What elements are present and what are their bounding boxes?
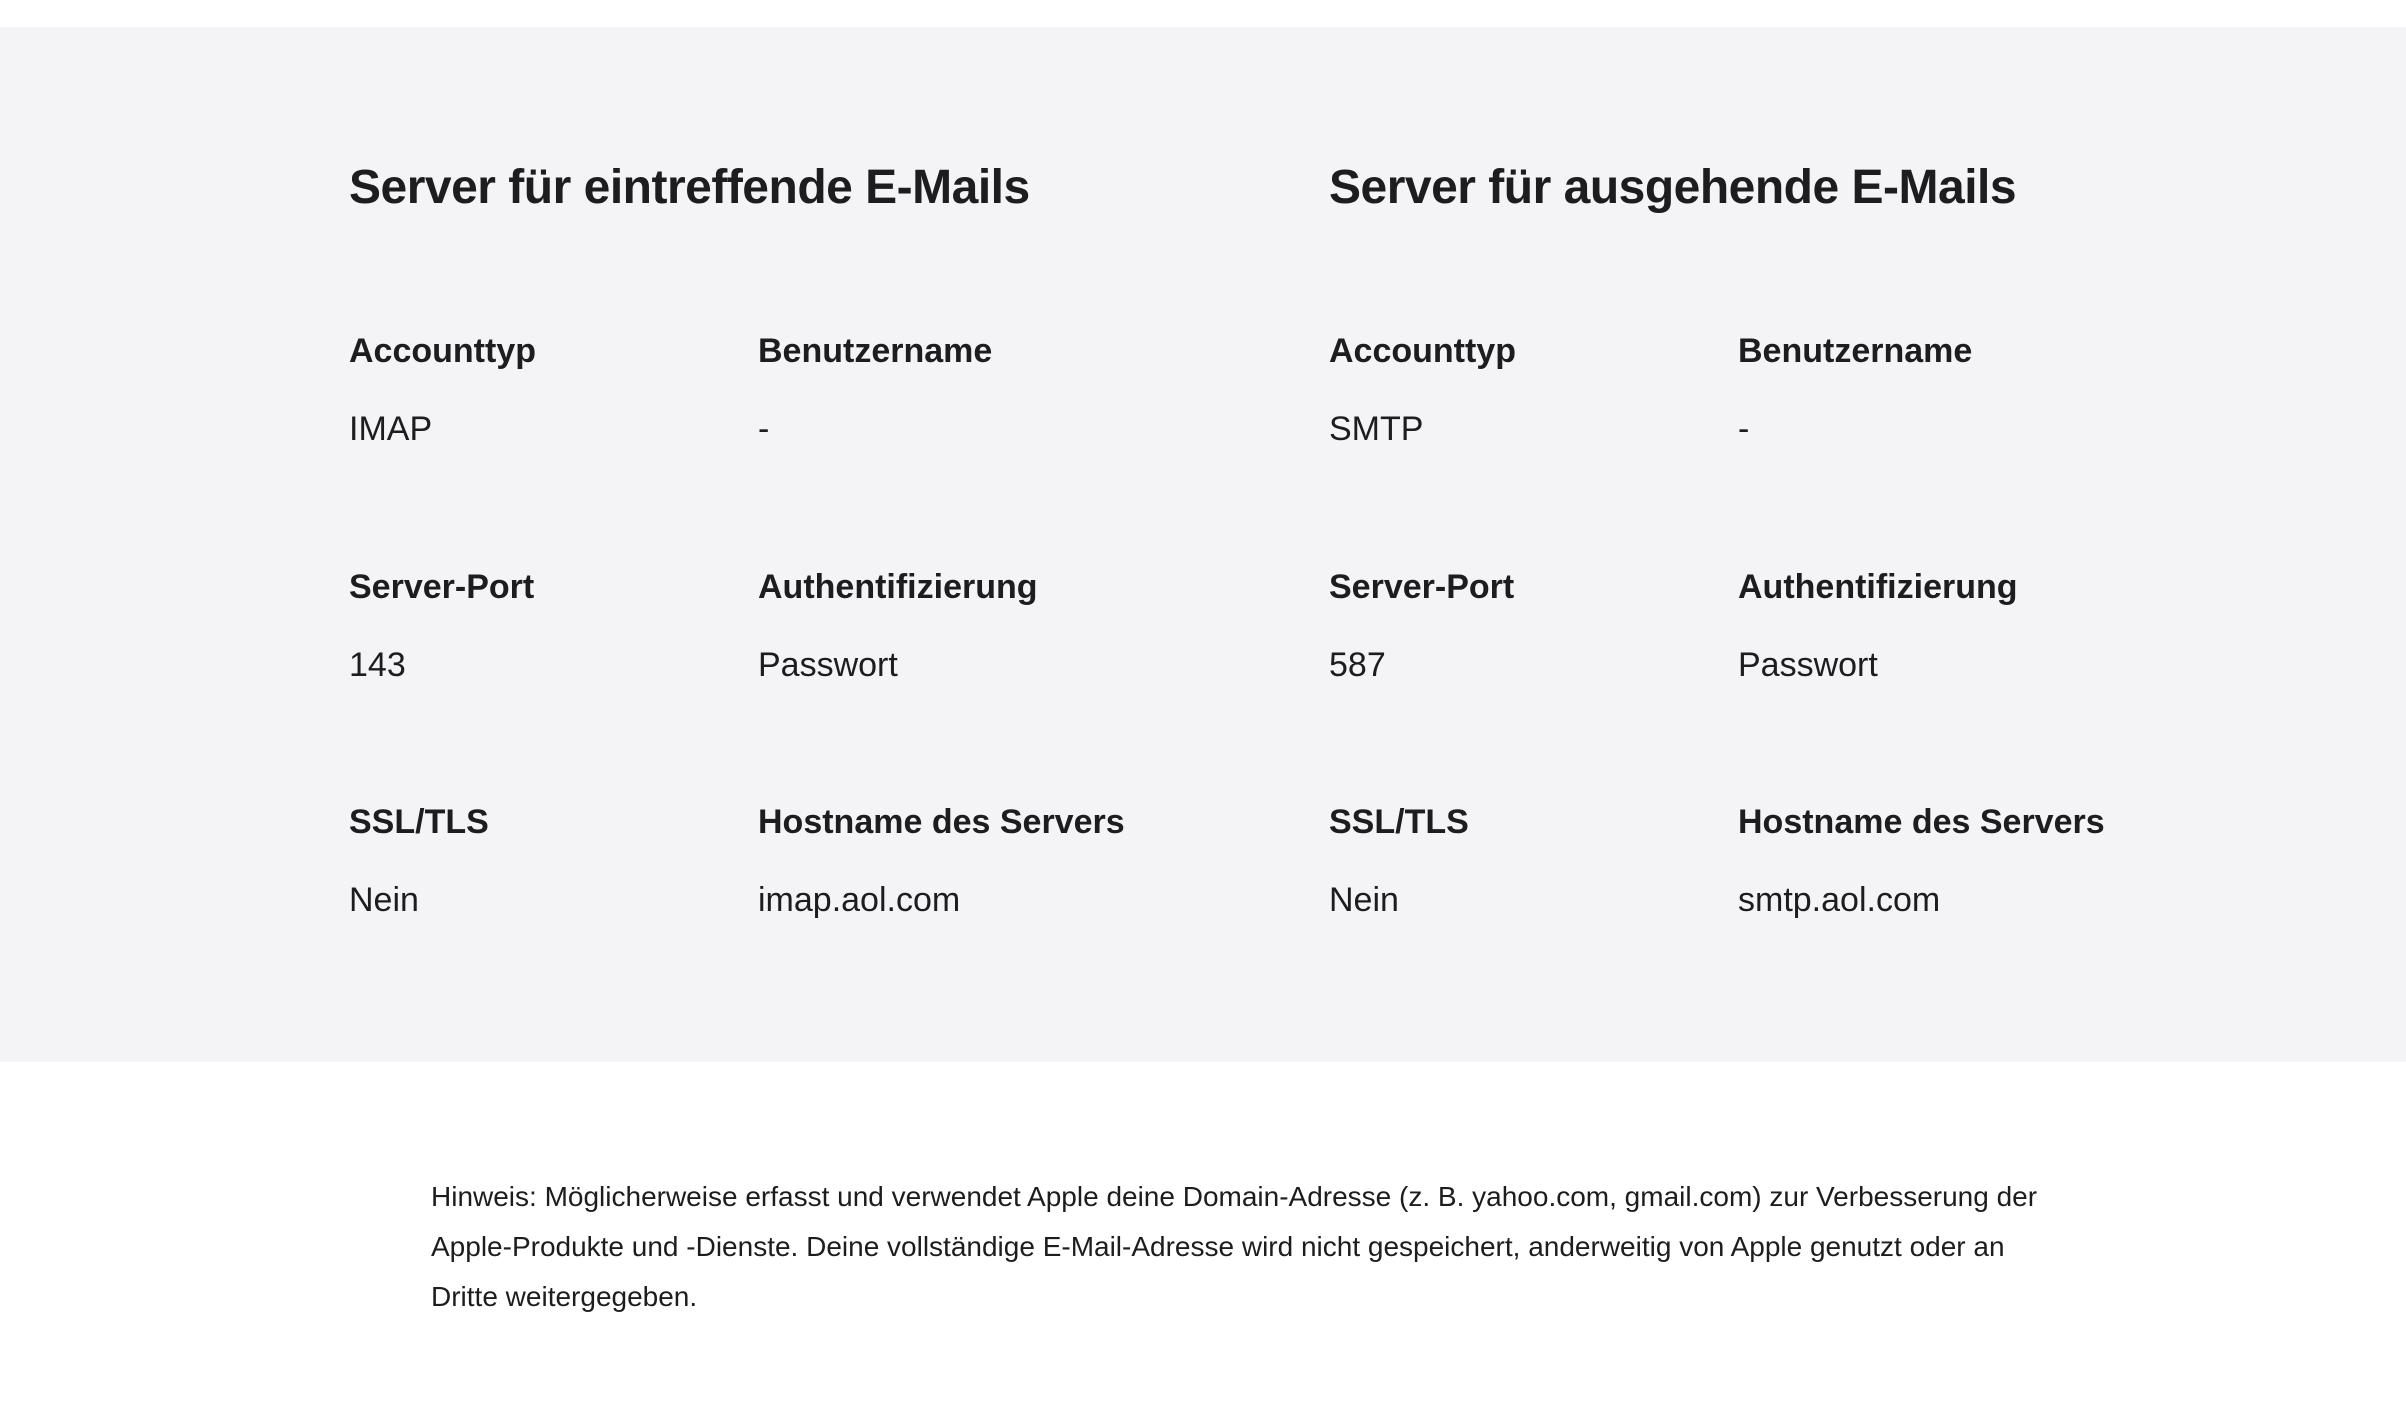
incoming-port-label: Server-Port xyxy=(349,568,535,606)
mail-server-settings-panel xyxy=(0,27,2406,1062)
incoming-hostname-label: Hostname des Servers xyxy=(758,803,1125,841)
outgoing-auth-value: Passwort xyxy=(1738,646,1878,684)
privacy-note: Hinweis: Möglicherweise erfasst und verwendet Apple deine Domain-Adresse (z. B. yahoo.com, gmail.com) zur Verbesserung der Apple-Produkte und -Dienste. Deine vollständige E-Mail-Adresse wird nicht gespeichert, anderweitig von Apple genutzt oder an Dritte weitergegeben. xyxy=(431,1181,2038,1312)
outgoing-ssl-label: SSL/TLS xyxy=(1329,803,1469,841)
incoming-username-value: - xyxy=(758,410,770,448)
incoming-auth-value: Passwort xyxy=(758,646,898,684)
outgoing-port-value: 587 xyxy=(1329,646,1386,684)
outgoing-username-label: Benutzername xyxy=(1738,332,1973,370)
incoming-account-type-value: IMAP xyxy=(349,410,433,448)
outgoing-account-type-value: SMTP xyxy=(1329,410,1424,448)
outgoing-username-value: - xyxy=(1738,410,1750,448)
incoming-ssl-value: Nein xyxy=(349,881,419,919)
outgoing-ssl-value: Nein xyxy=(1329,881,1399,919)
incoming-account-type-label: Accounttyp xyxy=(349,332,536,370)
incoming-server-title: Server für eintreffende E-Mails xyxy=(349,161,1030,214)
incoming-hostname-value: imap.aol.com xyxy=(758,881,961,919)
incoming-ssl-label: SSL/TLS xyxy=(349,803,489,841)
outgoing-port-label: Server-Port xyxy=(1329,568,1515,606)
incoming-auth-label: Authentifizierung xyxy=(758,568,1038,606)
outgoing-account-type-label: Accounttyp xyxy=(1329,332,1516,370)
incoming-port-value: 143 xyxy=(349,646,406,684)
outgoing-server-title: Server für ausgehende E-Mails xyxy=(1329,161,2017,214)
outgoing-hostname-value: smtp.aol.com xyxy=(1738,881,1941,919)
outgoing-auth-label: Authentifizierung xyxy=(1738,568,2018,606)
outgoing-hostname-label: Hostname des Servers xyxy=(1738,803,2105,841)
incoming-username-label: Benutzername xyxy=(758,332,993,370)
